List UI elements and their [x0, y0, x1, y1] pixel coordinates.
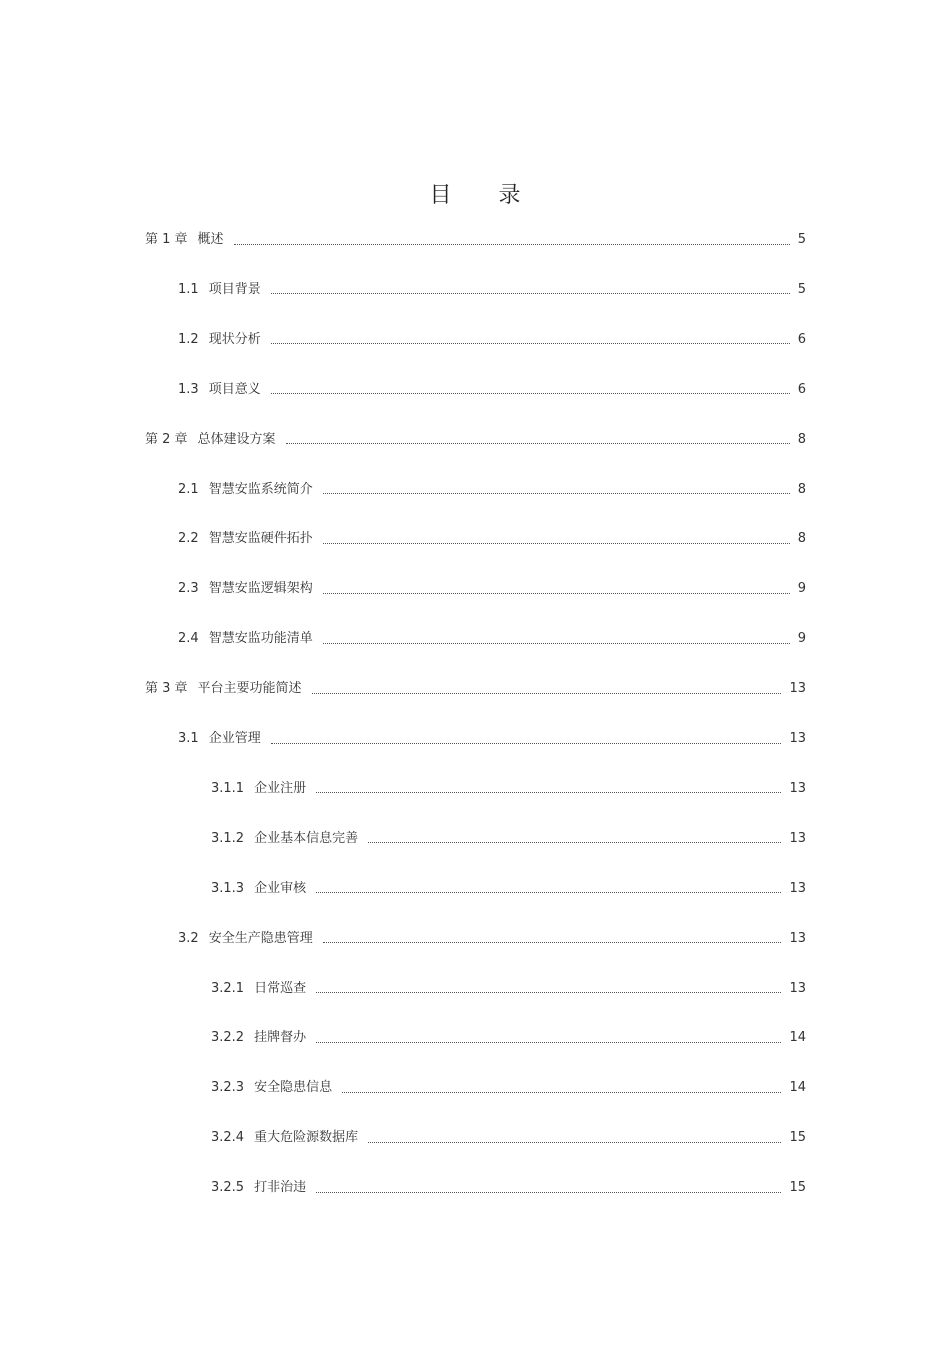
toc-entry-number: 1.2 [178, 331, 199, 347]
toc-entry-label: 项目背景 [208, 281, 261, 297]
toc-entry[interactable] [178, 328, 806, 352]
toc-entry-number: 第 3 章 [145, 681, 188, 697]
toc-entry[interactable] [145, 428, 806, 452]
toc-entry-label: 智慧安监硬件拓扑 [208, 531, 313, 547]
toc-entry-label: 总体建设方案 [197, 431, 276, 447]
toc-entry-page: 9 [797, 631, 806, 647]
toc-dot-leader [271, 293, 790, 294]
toc-entry-page: 13 [789, 780, 806, 796]
toc-entry-label: 企业注册 [254, 780, 307, 796]
toc-entry-label: 安全生产隐患管理 [208, 930, 313, 946]
toc-entry-number: 2.3 [178, 581, 199, 597]
toc-dot-leader [368, 1142, 781, 1143]
toc-entry-page: 13 [789, 731, 806, 746]
toc-dot-leader [234, 244, 790, 245]
toc-entry[interactable] [211, 977, 806, 1001]
toc-entry-label: 日常巡查 [254, 980, 307, 996]
toc-entry-label: 挂牌督办 [254, 1030, 307, 1046]
toc-entry[interactable] [178, 577, 806, 601]
toc-entry[interactable] [211, 1076, 806, 1100]
toc-entry-page: 5 [797, 281, 806, 297]
toc-dot-leader [271, 393, 790, 394]
toc-entry-page: 13 [789, 980, 806, 996]
toc-entry-number: 3.1.1 [211, 780, 245, 796]
toc-entry-label: 平台主要功能简述 [197, 681, 302, 697]
toc-dot-leader [323, 643, 790, 644]
toc-entry-page: 14 [789, 1080, 806, 1096]
toc-entry-page: 15 [789, 1130, 806, 1146]
toc-entry-number: 第 2 章 [145, 431, 188, 447]
toc-dot-leader [323, 942, 782, 943]
toc-entry[interactable] [211, 1126, 806, 1150]
toc-entry[interactable] [145, 228, 806, 252]
toc-entry-number: 3.2 [178, 930, 199, 946]
toc-dot-leader [312, 693, 782, 694]
toc-entry-label: 企业管理 [208, 731, 261, 746]
toc-entry-number: 3.1.3 [211, 880, 245, 896]
toc-entry[interactable] [211, 1026, 806, 1050]
toc-dot-leader [316, 792, 781, 793]
toc-entry-number: 3.2.3 [211, 1080, 245, 1096]
toc-entry-page: 8 [797, 431, 806, 447]
toc-dot-leader [323, 543, 790, 544]
toc-entry[interactable] [145, 677, 806, 701]
toc-dot-leader [316, 892, 781, 893]
toc-entry-number: 3.2.2 [211, 1030, 245, 1046]
toc-title: 目 录 [429, 183, 541, 208]
toc-entry-label: 重大危险源数据库 [254, 1130, 359, 1146]
toc-entry-number: 第 1 章 [145, 232, 188, 247]
toc-entry[interactable] [178, 378, 806, 402]
toc-entry-page: 5 [797, 232, 806, 247]
toc-entry-page: 6 [797, 381, 806, 397]
toc-entry-label: 智慧安监功能清单 [208, 631, 313, 647]
toc-entry-label: 智慧安监系统简介 [208, 481, 313, 497]
toc-dot-leader [316, 992, 781, 993]
toc-entry-number: 1.1 [178, 281, 199, 297]
toc-entry-label: 企业审核 [254, 880, 307, 896]
toc-entry-number: 3.1 [178, 731, 199, 746]
toc-entry-page: 13 [789, 830, 806, 846]
toc-entry-label: 项目意义 [208, 381, 261, 397]
toc-entry[interactable] [178, 727, 806, 751]
toc-entry-page: 8 [797, 531, 806, 547]
toc-entry[interactable] [178, 627, 806, 651]
toc-dot-leader [316, 1192, 781, 1193]
toc-dot-leader [286, 443, 790, 444]
toc-entry-page: 13 [789, 880, 806, 896]
toc-dot-leader [271, 743, 782, 744]
toc-dot-leader [323, 493, 790, 494]
toc-entry-number: 2.2 [178, 531, 199, 547]
toc-entry-label: 打非治违 [254, 1180, 307, 1196]
toc-entry-page: 14 [789, 1030, 806, 1046]
toc-entry-page: 13 [789, 930, 806, 946]
toc-entry-number: 2.4 [178, 631, 199, 647]
toc-dot-leader [271, 343, 790, 344]
toc-entry-number: 3.2.5 [211, 1180, 245, 1196]
toc-entry-number: 1.3 [178, 381, 199, 397]
toc-entry[interactable] [178, 478, 806, 502]
toc-dot-leader [323, 593, 790, 594]
toc-entry[interactable] [178, 527, 806, 551]
toc-entry-number: 3.1.2 [211, 830, 245, 846]
toc-entry-page: 15 [789, 1180, 806, 1196]
toc-entry-number: 3.2.4 [211, 1130, 245, 1146]
toc-dot-leader [316, 1042, 781, 1043]
toc-entry-page: 6 [797, 331, 806, 347]
toc-entry-number: 3.2.1 [211, 980, 245, 996]
toc-entry-label: 企业基本信息完善 [254, 830, 359, 846]
toc-entry-label: 智慧安监逻辑架构 [208, 581, 313, 597]
toc-entry[interactable] [178, 278, 806, 302]
toc-entry-page: 9 [797, 581, 806, 597]
toc-entry-page: 8 [797, 481, 806, 497]
toc-entry[interactable] [211, 1176, 806, 1200]
toc-dot-leader [368, 842, 781, 843]
toc-entry[interactable] [211, 877, 806, 901]
toc-entry-label: 安全隐患信息 [254, 1080, 333, 1096]
toc-dot-leader [342, 1092, 781, 1093]
toc-entry-number: 2.1 [178, 481, 199, 497]
toc-entry[interactable] [178, 927, 806, 951]
toc-entry[interactable] [211, 777, 806, 801]
toc-entry-label: 概述 [197, 232, 224, 247]
toc-entry[interactable] [211, 827, 806, 851]
toc-entry-label: 现状分析 [208, 331, 261, 347]
toc-entry-page: 13 [789, 681, 806, 697]
